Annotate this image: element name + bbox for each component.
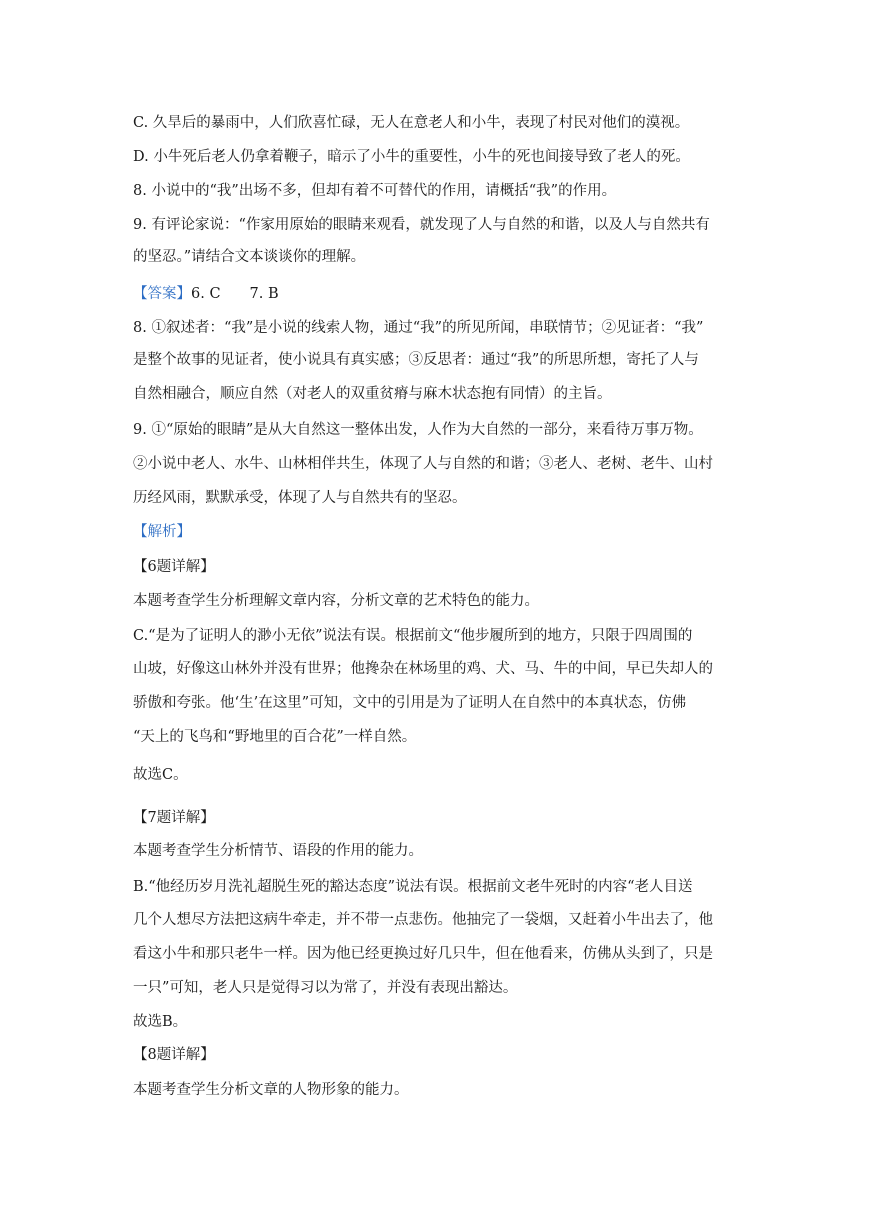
q8-detail-intro: 本题考查学生分析文章的人物形象的能力。 bbox=[133, 1082, 409, 1098]
q7-detail-line-3: 看这小牛和那只老牛一样。因为他已经更换过好几只牛，但在他看来，仿佛从头到了，只是 bbox=[133, 946, 713, 962]
q8-detail-heading: 【8题详解】 bbox=[133, 1047, 215, 1063]
answer-9-line-1: 9. ①“原始的眼睛”是从大自然这一整体出发，人作为大自然的一部分，来看待万事万物。 bbox=[133, 422, 703, 438]
question-8: 8. 小说中的“我”出场不多，但却有着不可替代的作用，请概括“我”的作用。 bbox=[133, 183, 617, 199]
answer-line bbox=[133, 284, 753, 304]
q6-choice: 故选C。 bbox=[133, 767, 188, 783]
q6-detail-line-3: 骄傲和夸张。他‘生’在这里”可知，文中的引用是为了证明人在自然中的本真状态，仿佛 bbox=[133, 695, 687, 711]
q7-detail-intro: 本题考查学生分析情节、语段的作用的能力。 bbox=[133, 843, 423, 859]
answer-8-line-3: 自然相融合，顺应自然（对老人的双重贫瘠与麻木状态抱有同情）的主旨。 bbox=[133, 386, 612, 402]
answer-9-line-3: 历经风雨，默默承受，体现了人与自然共有的坚忍。 bbox=[133, 490, 467, 506]
q7-detail-line-1: B.“他经历岁月洗礼超脱生死的豁达态度”说法有误。根据前文老牛死时的内容“老人目送 bbox=[133, 879, 693, 895]
question-9-line-2: 的坚忍。”请结合文本谈谈你的理解。 bbox=[133, 249, 366, 265]
q6-detail-line-1: C.“是为了证明人的渺小无依”说法有误。根据前文“他步履所到的地方，只限于四周围的 bbox=[133, 628, 693, 644]
option-d: D. 小牛死后老人仍拿着鞭子，暗示了小牛的重要性，小牛的死也间接导致了老人的死。 bbox=[133, 149, 690, 165]
answer-label: 【答案】 bbox=[133, 286, 191, 302]
q7-detail-line-2: 几个人想尽方法把这病牛牵走，并不带一点悲伤。他抽完了一袋烟，又赶着小牛出去了，他 bbox=[133, 912, 713, 928]
answer-8-line-1: 8. ①叙述者：“我”是小说的线索人物，通过“我”的所见所闻，串联情节；②见证者：“我” bbox=[133, 320, 704, 336]
option-c: C. 久旱后的暴雨中，人们欣喜忙碌，无人在意老人和小牛，表现了村民对他们的漠视。 bbox=[133, 115, 690, 131]
answer-8-line-2: 是整个故事的见证者，使小说具有真实感；③反思者：通过“我”的所思所想，寄托了人与 bbox=[133, 352, 699, 368]
q6-detail-line-2: 山坡，好像这山林外并没有世界；他搀杂在林场里的鸡、犬、马、牛的中间，早已失却人的 bbox=[133, 661, 713, 677]
q6-detail-line-4: “天上的飞鸟和“野地里的百合花”一样自然。 bbox=[133, 729, 417, 745]
answer-9-line-2: ②小说中老人、水牛、山林相伴共生，体现了人与自然的和谐；③老人、老树、老牛、山村 bbox=[133, 456, 713, 472]
q7-detail-line-4: 一只”可知，老人只是觉得习以为常了，并没有表现出豁达。 bbox=[133, 980, 518, 996]
q6-detail-heading: 【6题详解】 bbox=[133, 559, 215, 575]
q7-detail-heading: 【7题详解】 bbox=[133, 810, 215, 826]
answer-text: 6. C 7. B bbox=[191, 286, 279, 302]
question-9-line-1: 9. 有评论家说：“作家用原始的眼睛来观看，就发现了人与自然的和谐，以及人与自然共有 bbox=[133, 217, 710, 233]
q7-choice: 故选B。 bbox=[133, 1014, 188, 1030]
q6-detail-intro: 本题考查学生分析理解文章内容，分析文章的艺术特色的能力。 bbox=[133, 593, 539, 609]
analysis-label: 【解析】 bbox=[133, 524, 191, 540]
